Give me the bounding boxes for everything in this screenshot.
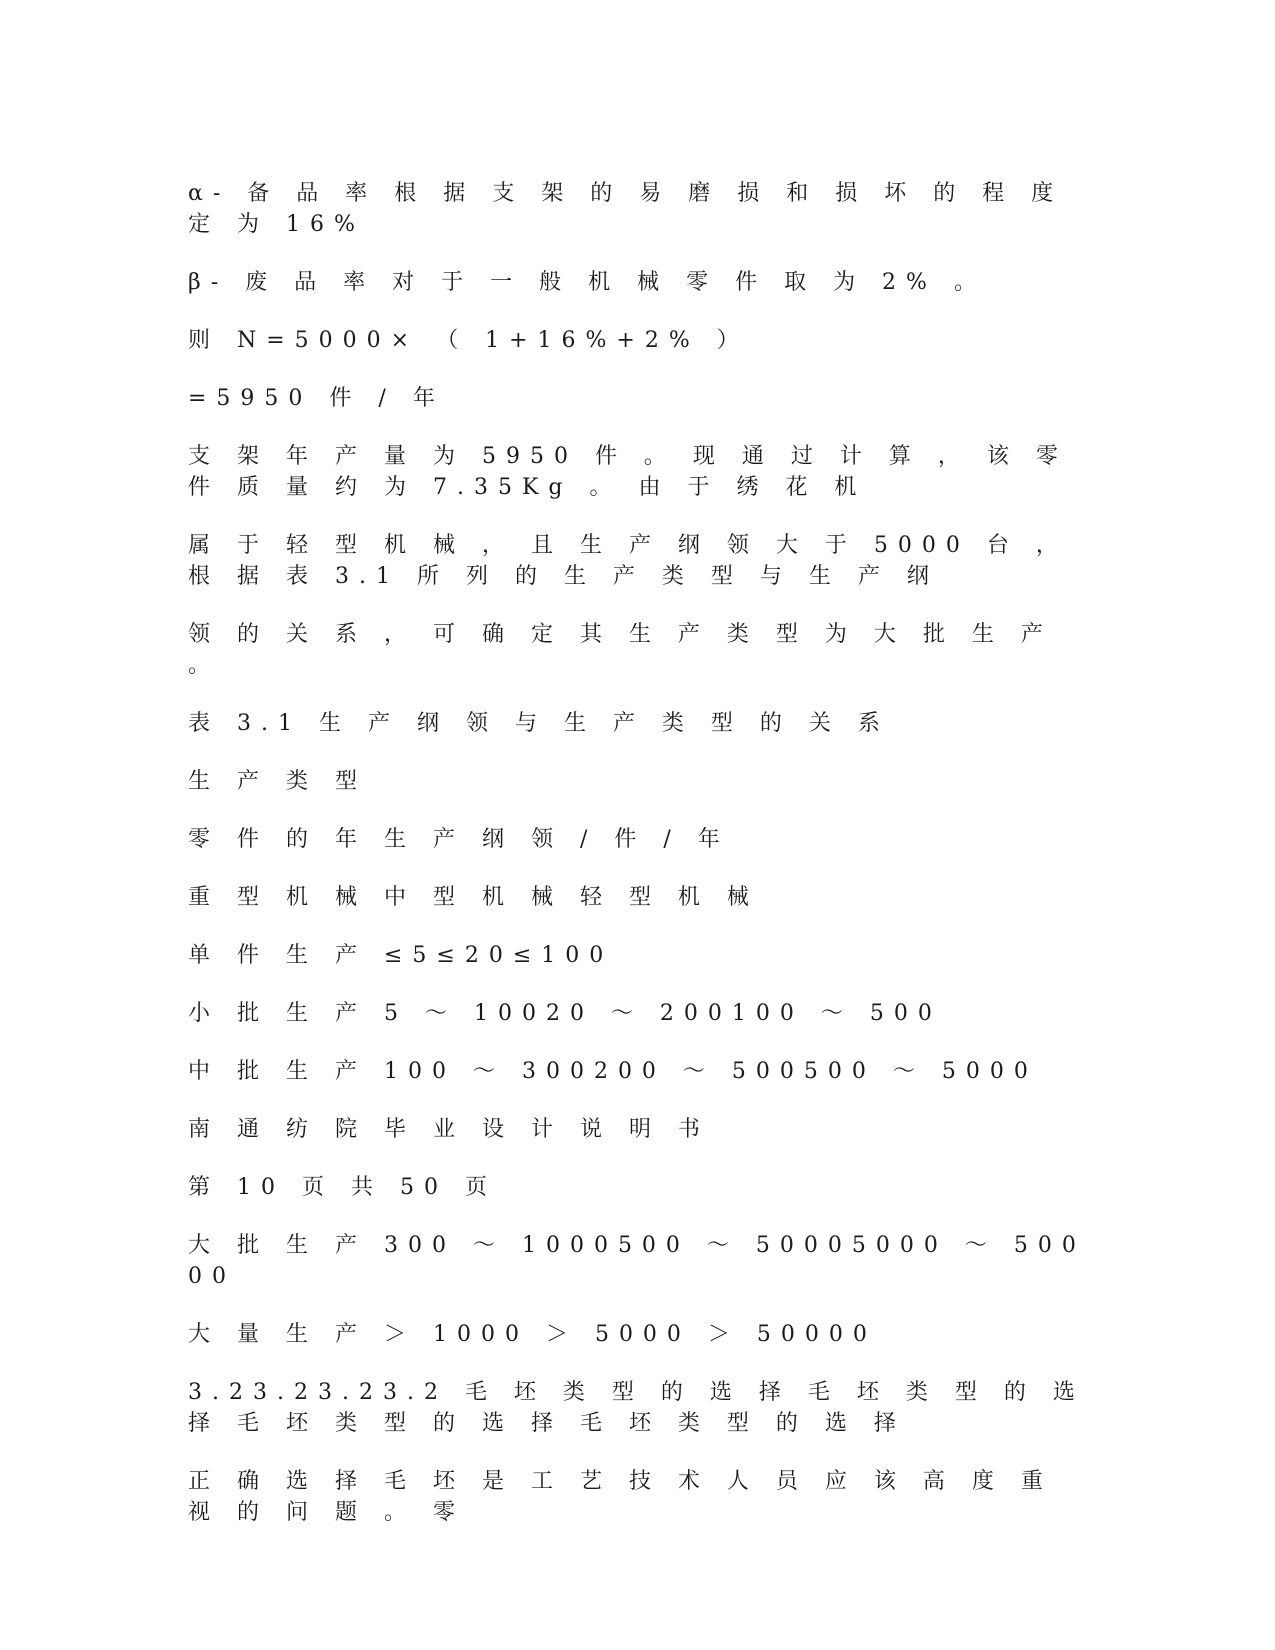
text-line-beta-scrap-rate: β- 废 品 率 对 于 一 般 机 械 零 件 取 为 2% 。 [188, 270, 986, 295]
paragraph-light-machinery: 属 于 轻 型 机 械 ， 且 生 产 纲 领 大 于 5000 台 ， 根 据 表 3.1 所 列 的 生 产 类 型 与 生 产 纲 [188, 533, 1068, 589]
table-header-machinery-classes: 重 型 机 械 中 型 机 械 轻 型 机 械 [188, 885, 759, 910]
paragraph-blank-selection: 正 确 选 择 毛 坯 是 工 艺 技 术 人 员 应 该 高 度 重 视 的 问 题 。 零 [188, 1469, 1053, 1525]
paragraph-production-type: 领 的 关 系 ， 可 确 定 其 生 产 类 型 为 大 批 生 产 。 [188, 622, 1053, 678]
table-row-single: 单 件 生 产 ≤5≤20≤100 [188, 943, 614, 968]
paragraph-annual-output: 支 架 年 产 量 为 5950 件 。 现 通 过 计 算 ， 该 零 件 质 量 约 为 7.35Kg 。 由 于 绣 花 机 [188, 444, 1068, 500]
text-line-alpha-spare-rate: α- 备 品 率 根 据 支 架 的 易 磨 损 和 损 坏 的 程 度 定 为 16% [188, 181, 1064, 237]
formula-line: 则 N=5000× （ 1+16%+2% ） [188, 328, 749, 353]
table-header-annual-program: 零 件 的 年 生 产 纲 领 / 件 / 年 [188, 827, 730, 852]
table-header-production-type: 生 产 类 型 [188, 769, 367, 794]
document-body [188, 178, 1093, 1555]
table-row-medium-batch: 中 批 生 产 100 ～ 300200 ～ 500500 ～ 5000 [188, 1059, 1038, 1084]
table-row-small-batch: 小 批 生 产 5 ～ 10020 ～ 200100 ～ 500 [188, 1001, 942, 1026]
section-heading-blank-selection: 3.23.23.23.2 毛 坯 类 型 的 选 择 毛 坯 类 型 的 选 择 毛 坯 类 型 的 选 择 毛 坯 类 型 的 选 择 [188, 1380, 1085, 1436]
formula-result: =5950 件 / 年 [188, 386, 445, 411]
running-header-title: 南 通 纺 院 毕 业 设 计 说 明 书 [188, 1117, 710, 1142]
table-caption: 表 3.1 生 产 纲 领 与 生 产 类 型 的 关 系 [188, 711, 890, 736]
table-row-mass-production: 大 量 生 产 ＞ 1000 ＞ 5000 ＞ 50000 [188, 1322, 877, 1347]
page-number: 第 10 页 共 50 页 [188, 1175, 497, 1200]
table-row-large-batch: 大 批 生 产 300 ～ 1000500 ～ 50005000 ～ 50000 [188, 1233, 1086, 1289]
